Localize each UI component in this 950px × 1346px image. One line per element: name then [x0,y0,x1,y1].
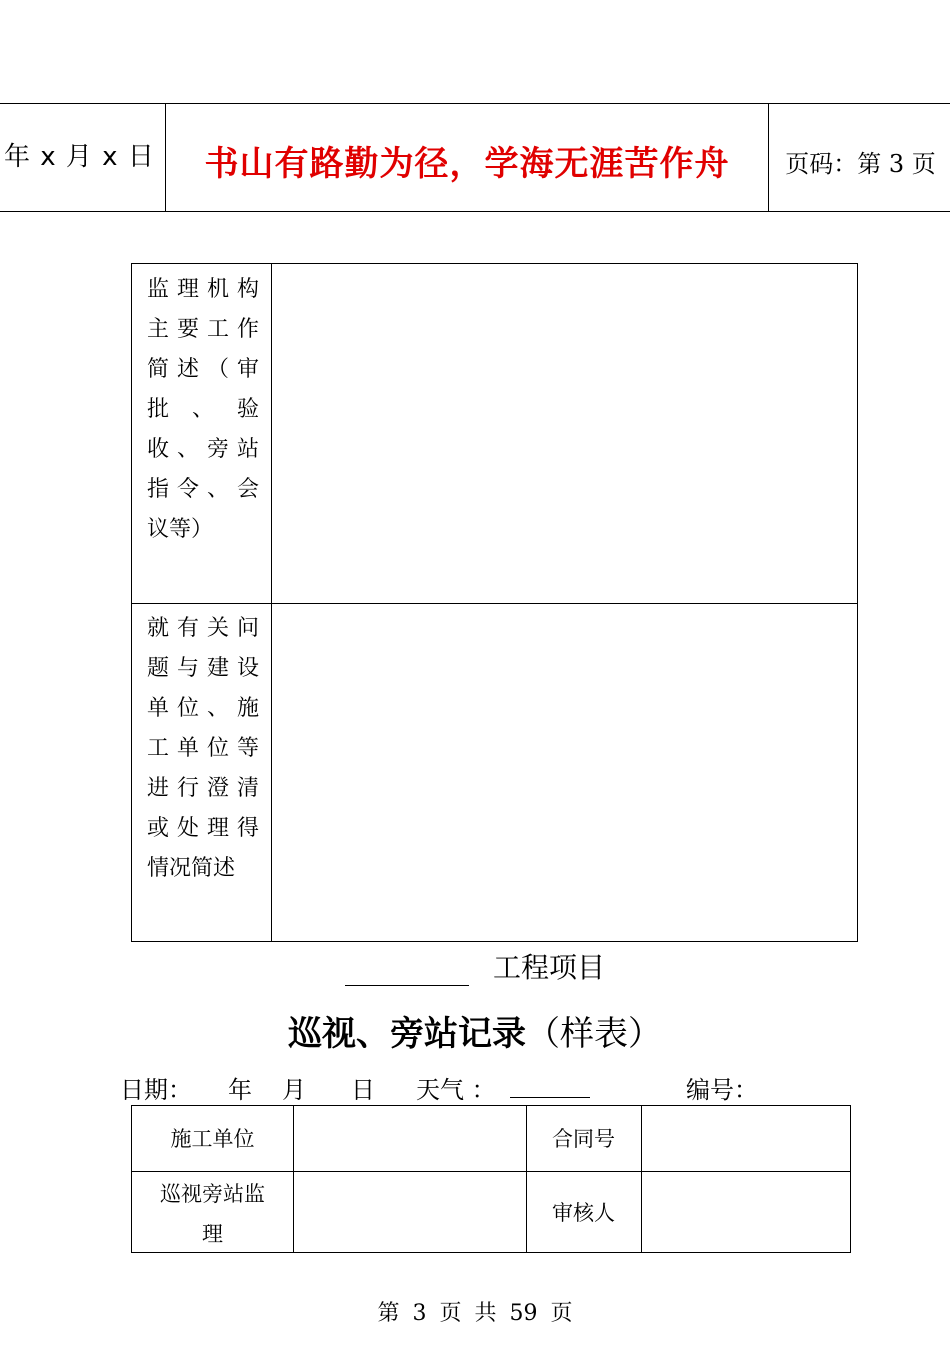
form-title-main: 巡视、旁站记录 [288,1014,526,1054]
supervisor-field[interactable] [294,1172,525,1251]
construction-unit-label: 施工单位 [170,1127,255,1151]
date-label: 日期： [120,1076,192,1104]
clarification-label-line: 工单位等 [147,736,259,761]
clarification-label [147,609,259,889]
project-line [0,946,950,986]
contract-number-label: 合同号 [552,1127,615,1151]
header-date: 年 x 月 x 日 [4,142,155,172]
page-footer: 第 3 页 共 59 页 [377,1301,573,1326]
header-page-number: 页码：第 3 页 [785,150,936,178]
clarification-label-line: 题与建设 [147,656,259,681]
header-divider-right [768,103,769,212]
header-bottom-rule [0,211,950,212]
work-summary-table [131,263,858,942]
work-summary-label-line: 监理机构 [147,277,259,302]
work-summary-label [147,270,259,550]
month-label: 月 [282,1076,306,1104]
work-summary-label-line: 批 、 验 [147,397,259,422]
header-motto: 书山有路勤为径，学海无涯苦作舟 [204,144,730,184]
project-name-blank[interactable] [345,957,469,986]
construction-unit-field[interactable] [294,1106,525,1170]
clarification-label-line: 单位、施 [147,696,259,721]
project-label: 工程项目 [492,951,605,984]
reviewer-label: 审核人 [552,1201,615,1225]
form-title [0,1006,950,1055]
inspection-record-table [131,1105,851,1253]
year-label: 年 [228,1076,252,1104]
table-row-divider [132,603,857,604]
clarification-label-line: 或处理得 [147,816,259,841]
work-summary-label-line: 收、旁站 [147,437,259,462]
supervisor-label-line2: 理 [202,1222,223,1246]
work-summary-label-line: 主要工作 [147,317,259,342]
number-label: 编号： [686,1076,758,1104]
day-label: 日 [351,1076,375,1104]
clarification-label-line: 就有关问 [147,616,259,641]
weather-label: 天气 ： [416,1076,496,1104]
clarification-label-line: 进行澄清 [147,776,259,801]
work-summary-label-line: 议等） [147,517,214,542]
weather-blank[interactable] [510,1097,590,1098]
form-title-paren: （样表） [526,1014,662,1054]
supervisor-label-line1: 巡视旁站监 [160,1182,265,1206]
work-summary-label-line: 指令、会 [147,477,259,502]
header-top-rule [0,103,950,104]
work-summary-label-line: 简述（审 [147,357,259,382]
reviewer-field[interactable] [642,1172,849,1251]
clarification-label-line: 情况简述 [147,856,236,881]
contract-number-field[interactable] [642,1106,849,1170]
